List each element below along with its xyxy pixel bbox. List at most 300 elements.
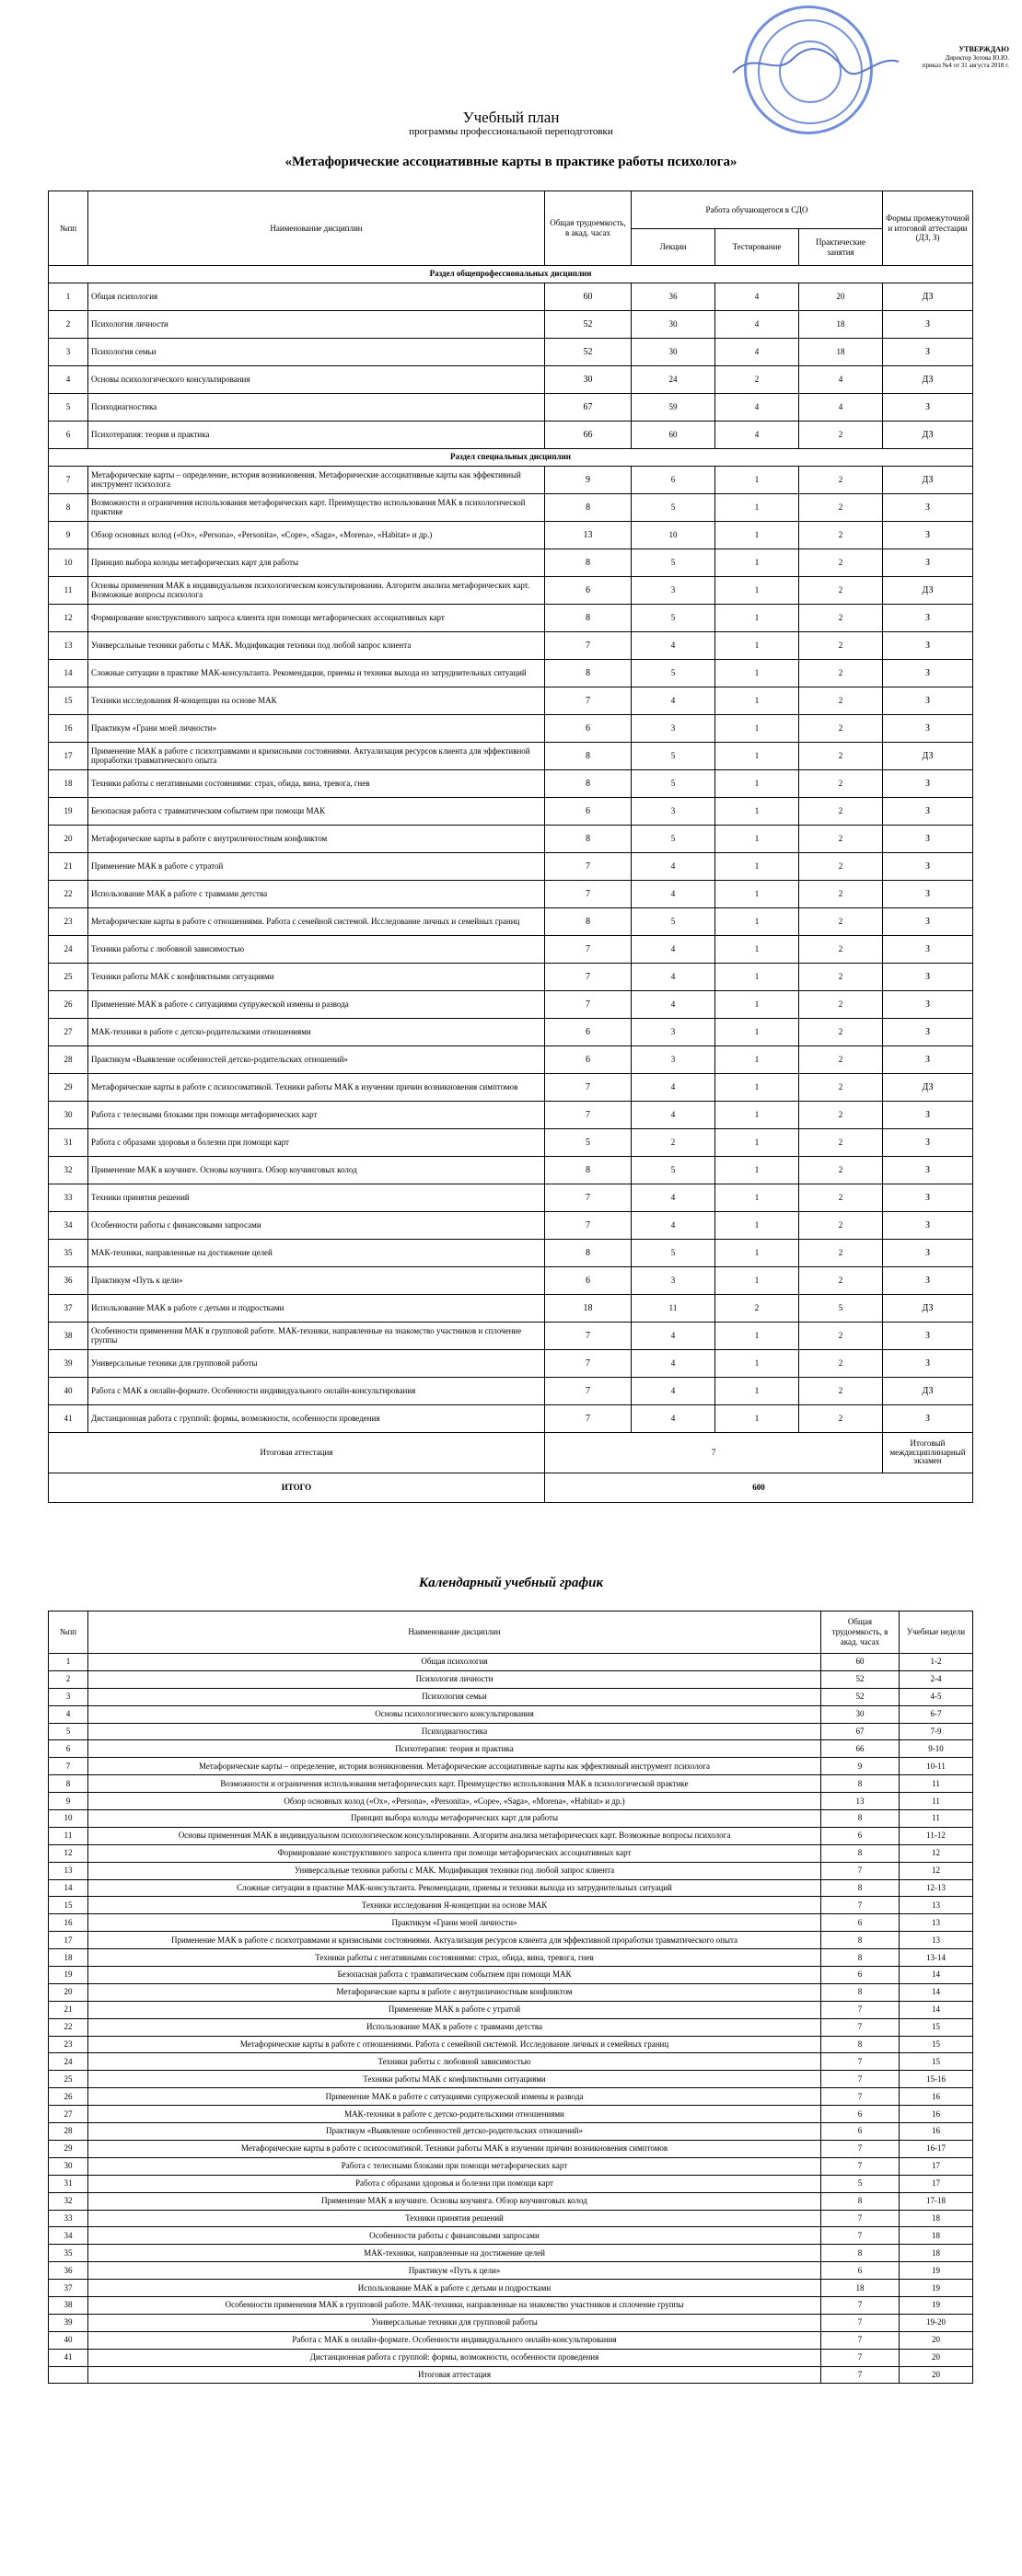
table-row: [49, 770, 973, 798]
cell-tests: 1: [715, 467, 799, 494]
cal-cell-num: 1: [49, 1654, 88, 1671]
cal-cell-num: 24: [49, 2053, 88, 2071]
cal-cell-num: 13: [49, 1862, 88, 1879]
cell-num: 15: [49, 687, 88, 715]
cal-cell-hours: 18: [821, 2280, 900, 2297]
calendar-row: [49, 1827, 973, 1844]
calendar-row: [49, 2088, 973, 2106]
cell-practice: 2: [799, 549, 883, 577]
cell-tests: 1: [715, 1240, 799, 1267]
cell-num: 4: [49, 366, 88, 394]
cal-cell-num: 20: [49, 1983, 88, 2001]
cell-num: 32: [49, 1157, 88, 1184]
cal-cell-hours: 7: [821, 2001, 900, 2018]
calendar-row: [49, 1932, 973, 1949]
cal-cell-name: Особенности применения МАК в групповой работе. МАК-техники, направленные на знакомство участников и сплочение группы: [88, 2296, 821, 2314]
cell-lectures: 10: [632, 522, 715, 549]
cal-cell-weeks: 12: [900, 1862, 973, 1879]
page-subtitle: программы профессиональной переподготовки: [409, 126, 613, 137]
cell-practice: 2: [799, 964, 883, 991]
cal-cell-hours: 7: [821, 2053, 900, 2071]
cell-name: Метафорические карты в работе с отношениями. Работа с семейной системой. Исследование личных и семейных границ: [88, 908, 545, 936]
section-row: [49, 266, 973, 283]
cell-name: Принцип выбора колоды метафорических карт для работы: [88, 549, 545, 577]
cal-col-num-header: №пп: [49, 1611, 88, 1654]
cal-cell-weeks: 16-17: [900, 2140, 973, 2157]
cell-hours: 9: [545, 467, 632, 494]
cal-cell-hours: 7: [821, 2349, 900, 2366]
cell-hours: 7: [545, 1350, 632, 1378]
cell-lectures: 3: [632, 1267, 715, 1295]
calendar-row: [49, 1758, 973, 1775]
cal-cell-weeks: 17: [900, 2175, 973, 2192]
cell-hours: 8: [545, 549, 632, 577]
cell-tests: 1: [715, 715, 799, 743]
calendar-row: [49, 2314, 973, 2331]
cal-cell-weeks: 16: [900, 2123, 973, 2141]
table-row: [49, 1129, 973, 1157]
cell-lectures: 5: [632, 743, 715, 770]
cell-lectures: 5: [632, 1240, 715, 1267]
cell-form: З: [883, 936, 973, 964]
table-row: [49, 881, 973, 908]
cal-cell-num: 39: [49, 2314, 88, 2331]
cal-cell-weeks: 18: [900, 2245, 973, 2262]
cell-form: З: [883, 311, 973, 339]
calendar-row: [49, 1705, 973, 1723]
cell-name: Универсальные техники работы с МАК. Модификация техники под любой запрос клиента: [88, 632, 545, 660]
cell-form: З: [883, 715, 973, 743]
final-attestation-form: Итоговый междисциплинарный экзамен: [883, 1433, 973, 1473]
cell-practice: 2: [799, 1102, 883, 1129]
cal-cell-weeks: 11: [900, 1775, 973, 1793]
cell-form: З: [883, 908, 973, 936]
table-row: [49, 1102, 973, 1129]
calendar-row: [49, 2262, 973, 2280]
cell-form: З: [883, 1129, 973, 1157]
cal-cell-weeks: 18: [900, 2210, 973, 2227]
cal-cell-hours: 67: [821, 1723, 900, 1740]
cell-num: 31: [49, 1129, 88, 1157]
cal-cell-name: Универсальные техники работы с МАК. Модификация техники под любой запрос клиента: [88, 1862, 821, 1879]
cal-cell-name: Универсальные техники для групповой работы: [88, 2314, 821, 2331]
cell-lectures: 4: [632, 936, 715, 964]
cell-num: 21: [49, 853, 88, 881]
cell-form: ДЗ: [883, 577, 973, 605]
cell-name: Безопасная работа с травматическим событием при помощи МАК: [88, 798, 545, 826]
cell-num: 26: [49, 991, 88, 1019]
cal-cell-weeks: 13: [900, 1914, 973, 1932]
cell-practice: 2: [799, 687, 883, 715]
calendar-row: [49, 2018, 973, 2036]
cell-num: 3: [49, 339, 88, 366]
cell-lectures: 36: [632, 283, 715, 311]
cell-lectures: 6: [632, 467, 715, 494]
cal-cell-weeks: 19: [900, 2296, 973, 2314]
cal-cell-name: МАК-техники в работе с детско-родительскими отношениями: [88, 2106, 821, 2123]
col-work-header: Работа обучающегося в СДО: [632, 191, 883, 229]
cal-cell-num: 27: [49, 2106, 88, 2123]
approval-block: [845, 45, 1009, 69]
cell-practice: 2: [799, 1184, 883, 1212]
cal-cell-hours: 8: [821, 2245, 900, 2262]
cell-form: ДЗ: [883, 1074, 973, 1102]
cal-cell-hours: 7: [821, 2088, 900, 2106]
cell-form: З: [883, 798, 973, 826]
cell-hours: 7: [545, 881, 632, 908]
table-row: [49, 715, 973, 743]
cal-cell-weeks: 15: [900, 2018, 973, 2036]
cell-lectures: 5: [632, 1157, 715, 1184]
table-row: [49, 908, 973, 936]
cal-cell-weeks: 20: [900, 2331, 973, 2349]
cal-cell-hours: 52: [821, 1688, 900, 1705]
cell-hours: 6: [545, 577, 632, 605]
cal-cell-num: 30: [49, 2157, 88, 2175]
section-general-title: Раздел общепрофессиональных дисциплин: [49, 266, 973, 283]
approval-line2: приказ №4 от 31 августа 2018 г.: [922, 61, 1009, 69]
cal-cell-num: 14: [49, 1879, 88, 1897]
cell-form: ДЗ: [883, 1295, 973, 1323]
cell-num: 6: [49, 422, 88, 449]
table-row: [49, 632, 973, 660]
cal-cell-hours: 52: [821, 1670, 900, 1688]
cell-lectures: 3: [632, 798, 715, 826]
table-row: [49, 991, 973, 1019]
cal-cell-num: 36: [49, 2262, 88, 2280]
cell-lectures: 4: [632, 1102, 715, 1129]
cell-practice: 4: [799, 366, 883, 394]
cal-cell-hours: 8: [821, 1983, 900, 2001]
section-row: [49, 449, 973, 467]
cal-cell-num: 25: [49, 2071, 88, 2088]
calendar-row: [49, 2123, 973, 2141]
cal-cell-hours: 6: [821, 2106, 900, 2123]
table-row: [49, 394, 973, 422]
cell-form: З: [883, 881, 973, 908]
cell-lectures: 3: [632, 1019, 715, 1046]
cell-practice: 4: [799, 394, 883, 422]
table-row: [49, 853, 973, 881]
cell-practice: 2: [799, 1378, 883, 1405]
cell-tests: 1: [715, 549, 799, 577]
cal-cell-num: 2: [49, 1670, 88, 1688]
cell-hours: 8: [545, 826, 632, 853]
calendar-row: [49, 2227, 973, 2245]
cal-cell-hours: 8: [821, 1844, 900, 1862]
cell-practice: 2: [799, 577, 883, 605]
cell-num: 41: [49, 1405, 88, 1433]
cell-tests: 2: [715, 366, 799, 394]
cell-name: Особенности работы с финансовыми запросами: [88, 1212, 545, 1240]
cell-lectures: 11: [632, 1295, 715, 1323]
cell-lectures: 60: [632, 422, 715, 449]
cell-form: ДЗ: [883, 743, 973, 770]
cell-form: З: [883, 991, 973, 1019]
approval-line1: Директор Зотова Ю.Ю.: [945, 53, 1009, 62]
calendar-row: [49, 1775, 973, 1793]
cell-form: З: [883, 660, 973, 687]
cell-tests: 1: [715, 1102, 799, 1129]
cal-cell-hours: 30: [821, 1705, 900, 1723]
cal-cell-weeks: 15-16: [900, 2071, 973, 2088]
table-row: [49, 494, 973, 522]
table-row: [49, 283, 973, 311]
cal-cell-num: 10: [49, 1810, 88, 1828]
cell-name: Работа с МАК в онлайн-формате. Особенности индивидуального онлайн-консультирования: [88, 1378, 545, 1405]
calendar-row: [49, 1949, 973, 1967]
cal-cell-num: 32: [49, 2192, 88, 2210]
cal-cell-hours: 7: [821, 2366, 900, 2384]
calendar-row: [49, 2001, 973, 2018]
cell-form: З: [883, 964, 973, 991]
table-row: [49, 1350, 973, 1378]
cal-cell-num: 9: [49, 1793, 88, 1810]
cell-tests: 1: [715, 770, 799, 798]
cell-name: Обзор основных колод («Ох», «Persona», «Personita», «Cope», «Saga», «Morena», «Habitat» и др.): [88, 522, 545, 549]
calendar-row: [49, 1914, 973, 1932]
cal-cell-name: Основы психологического консультирования: [88, 1705, 821, 1723]
cell-hours: 8: [545, 1157, 632, 1184]
cell-num: 13: [49, 632, 88, 660]
cell-form: З: [883, 1350, 973, 1378]
calendar-row: [49, 2245, 973, 2262]
cell-num: 39: [49, 1350, 88, 1378]
cell-hours: 7: [545, 1102, 632, 1129]
cell-num: 5: [49, 394, 88, 422]
cell-num: 25: [49, 964, 88, 991]
cell-lectures: 4: [632, 881, 715, 908]
cell-tests: 1: [715, 1323, 799, 1350]
cell-hours: 30: [545, 366, 632, 394]
cell-form: ДЗ: [883, 467, 973, 494]
calendar-row: [49, 2036, 973, 2053]
cell-practice: 2: [799, 1157, 883, 1184]
table-row: [49, 826, 973, 853]
cal-cell-hours: 5: [821, 2175, 900, 2192]
cell-lectures: 4: [632, 687, 715, 715]
cell-form: З: [883, 632, 973, 660]
cal-cell-weeks: 20: [900, 2366, 973, 2384]
cell-hours: 7: [545, 853, 632, 881]
cal-cell-hours: 66: [821, 1740, 900, 1758]
table-row: [49, 1405, 973, 1433]
table-row: [49, 798, 973, 826]
cell-lectures: 4: [632, 1184, 715, 1212]
total-row: [49, 1473, 973, 1503]
table-row: [49, 549, 973, 577]
cell-tests: 4: [715, 311, 799, 339]
table-row: [49, 1157, 973, 1184]
cal-cell-hours: 7: [821, 2210, 900, 2227]
cell-tests: 1: [715, 605, 799, 632]
cell-name: Универсальные техники для групповой работы: [88, 1350, 545, 1378]
cell-practice: 2: [799, 770, 883, 798]
calendar-row: [49, 2106, 973, 2123]
cell-tests: 1: [715, 660, 799, 687]
cell-num: 14: [49, 660, 88, 687]
table-row: [49, 1046, 973, 1074]
cell-num: 34: [49, 1212, 88, 1240]
cell-hours: 8: [545, 605, 632, 632]
cell-tests: 1: [715, 1074, 799, 1102]
cell-num: 22: [49, 881, 88, 908]
calendar-row: [49, 1688, 973, 1705]
table-row: [49, 1074, 973, 1102]
cal-col-weeks-header: Учебные недели: [900, 1611, 973, 1654]
cal-cell-hours: 8: [821, 1949, 900, 1967]
table-row: [49, 1019, 973, 1046]
cell-lectures: 5: [632, 660, 715, 687]
final-attestation-hours: 7: [545, 1433, 883, 1473]
cell-practice: 2: [799, 1240, 883, 1267]
cell-practice: 2: [799, 1046, 883, 1074]
cell-practice: 2: [799, 1323, 883, 1350]
cell-name: МАК-техники, направленные на достижение целей: [88, 1240, 545, 1267]
cell-name: Метафорические карты в работе с психосоматикой. Техники работы МАК в изучении причин возникновения симптомов: [88, 1074, 545, 1102]
cell-name: МАК-техники в работе с детско-родительскими отношениями: [88, 1019, 545, 1046]
cal-cell-hours: 6: [821, 1967, 900, 1984]
cal-cell-num: 8: [49, 1775, 88, 1793]
cell-name: Психодиагностика: [88, 394, 545, 422]
cell-name: Основы применения МАК в индивидуальном психологическом консультировании. Алгоритм анализа метафорических карт. Возможные вопросы психолога: [88, 577, 545, 605]
cal-cell-name: Техники работы с любовной зависимостью: [88, 2053, 821, 2071]
calendar-row: [49, 2192, 973, 2210]
cell-practice: 2: [799, 1129, 883, 1157]
cell-num: 28: [49, 1046, 88, 1074]
cal-cell-num: 33: [49, 2210, 88, 2227]
cal-cell-num: 5: [49, 1723, 88, 1740]
cell-practice: 2: [799, 1267, 883, 1295]
table-row: [49, 1323, 973, 1350]
cell-practice: 2: [799, 1074, 883, 1102]
cell-num: 38: [49, 1323, 88, 1350]
cal-cell-weeks: 10-11: [900, 1758, 973, 1775]
cal-cell-num: 4: [49, 1705, 88, 1723]
calendar-row: [49, 1897, 973, 1914]
cell-tests: 4: [715, 422, 799, 449]
cal-cell-name: Метафорические карты в работе с отношениями. Работа с семейной системой. Исследование личных и семейных границ: [88, 2036, 821, 2053]
cell-tests: 1: [715, 1129, 799, 1157]
cal-cell-num: 6: [49, 1740, 88, 1758]
cell-form: З: [883, 1212, 973, 1240]
cal-cell-weeks: 19-20: [900, 2314, 973, 2331]
cell-practice: 2: [799, 1405, 883, 1433]
cal-cell-name: Сложные ситуации в практике МАК-консультанта. Рекомендации, приемы и техники выхода из затруднительных ситуаций: [88, 1879, 821, 1897]
cell-lectures: 5: [632, 770, 715, 798]
cal-cell-weeks: 19: [900, 2262, 973, 2280]
col-hours-header: Общая трудоемкость, в акад. часах: [545, 191, 632, 266]
cal-cell-weeks: 13: [900, 1932, 973, 1949]
cell-name: Техники исследования Я-концепции на основе МАК: [88, 687, 545, 715]
cell-hours: 7: [545, 991, 632, 1019]
cell-hours: 8: [545, 743, 632, 770]
col-form-header: Формы промежуточной и итоговой аттестации (ДЗ, З): [883, 191, 973, 266]
cal-cell-num: 28: [49, 2123, 88, 2141]
calendar-row: [49, 1740, 973, 1758]
cal-cell-num: 31: [49, 2175, 88, 2192]
cell-practice: 2: [799, 1212, 883, 1240]
table-row: [49, 660, 973, 687]
cal-cell-weeks: 11: [900, 1810, 973, 1828]
cell-tests: 1: [715, 687, 799, 715]
cal-cell-num: 37: [49, 2280, 88, 2297]
cell-num: 2: [49, 311, 88, 339]
cell-lectures: 5: [632, 549, 715, 577]
cal-cell-name: Техники работы МАК с конфликтными ситуациями: [88, 2071, 821, 2088]
calendar-row: [49, 1810, 973, 1828]
cal-cell-name: Практикум «Путь к цели»: [88, 2262, 821, 2280]
table-row: [49, 964, 973, 991]
cal-cell-name: Использование МАК в работе с травмами детства: [88, 2018, 821, 2036]
cal-cell-hours: 7: [821, 2296, 900, 2314]
calendar-row: [49, 2366, 973, 2384]
cal-cell-hours: 6: [821, 1914, 900, 1932]
cal-cell-weeks: 17-18: [900, 2192, 973, 2210]
cell-name: Практикум «Путь к цели»: [88, 1267, 545, 1295]
calendar-row: [49, 1967, 973, 1984]
cell-form: З: [883, 394, 973, 422]
cal-cell-name: Итоговая аттестация: [88, 2366, 821, 2384]
cal-cell-num: 29: [49, 2140, 88, 2157]
cell-hours: 8: [545, 660, 632, 687]
cell-hours: 6: [545, 715, 632, 743]
calendar-title: Календарный учебный график: [418, 1576, 604, 1590]
cell-num: 24: [49, 936, 88, 964]
cell-name: Возможности и ограничения использования метафорических карт. Преимущество использования МАК в психологической практике: [88, 494, 545, 522]
cell-name: Работа с телесными блоками при помощи метафорических карт: [88, 1102, 545, 1129]
cell-form: ДЗ: [883, 366, 973, 394]
cell-lectures: 5: [632, 494, 715, 522]
table-row: [49, 311, 973, 339]
cell-num: 10: [49, 549, 88, 577]
cal-cell-name: Метафорические карты в работе с психосоматикой. Техники работы МАК в изучении причин возникновения симптомов: [88, 2140, 821, 2157]
cell-num: 17: [49, 743, 88, 770]
cell-hours: 8: [545, 1240, 632, 1267]
cal-cell-weeks: 11: [900, 1793, 973, 1810]
cell-form: З: [883, 687, 973, 715]
cell-name: Общая психология: [88, 283, 545, 311]
cal-cell-name: Возможности и ограничения использования метафорических карт. Преимущество использования МАК в психологической практике: [88, 1775, 821, 1793]
cal-cell-weeks: 6-7: [900, 1705, 973, 1723]
cell-name: Психотерапия: теория и практика: [88, 422, 545, 449]
cell-num: 19: [49, 798, 88, 826]
cal-cell-num: 11: [49, 1827, 88, 1844]
cell-num: 33: [49, 1184, 88, 1212]
cell-practice: 2: [799, 660, 883, 687]
calendar-row: [49, 2157, 973, 2175]
cal-cell-name: Безопасная работа с травматическим событием при помощи МАК: [88, 1967, 821, 1984]
cell-name: Техники работы с любовной зависимостью: [88, 936, 545, 964]
cal-cell-num: 16: [49, 1914, 88, 1932]
cal-cell-weeks: 14: [900, 1967, 973, 1984]
cell-hours: 6: [545, 1267, 632, 1295]
section-special-title: Раздел специальных дисциплин: [49, 449, 973, 467]
calendar-row: [49, 1983, 973, 2001]
cell-lectures: 3: [632, 1046, 715, 1074]
cell-tests: 1: [715, 853, 799, 881]
cell-practice: 18: [799, 311, 883, 339]
cal-cell-hours: 6: [821, 1827, 900, 1844]
cell-hours: 60: [545, 283, 632, 311]
cell-tests: 1: [715, 991, 799, 1019]
cell-form: З: [883, 1157, 973, 1184]
cal-cell-hours: 8: [821, 1775, 900, 1793]
cell-lectures: 4: [632, 1074, 715, 1102]
cell-hours: 7: [545, 964, 632, 991]
cell-hours: 7: [545, 1378, 632, 1405]
table-row: [49, 522, 973, 549]
